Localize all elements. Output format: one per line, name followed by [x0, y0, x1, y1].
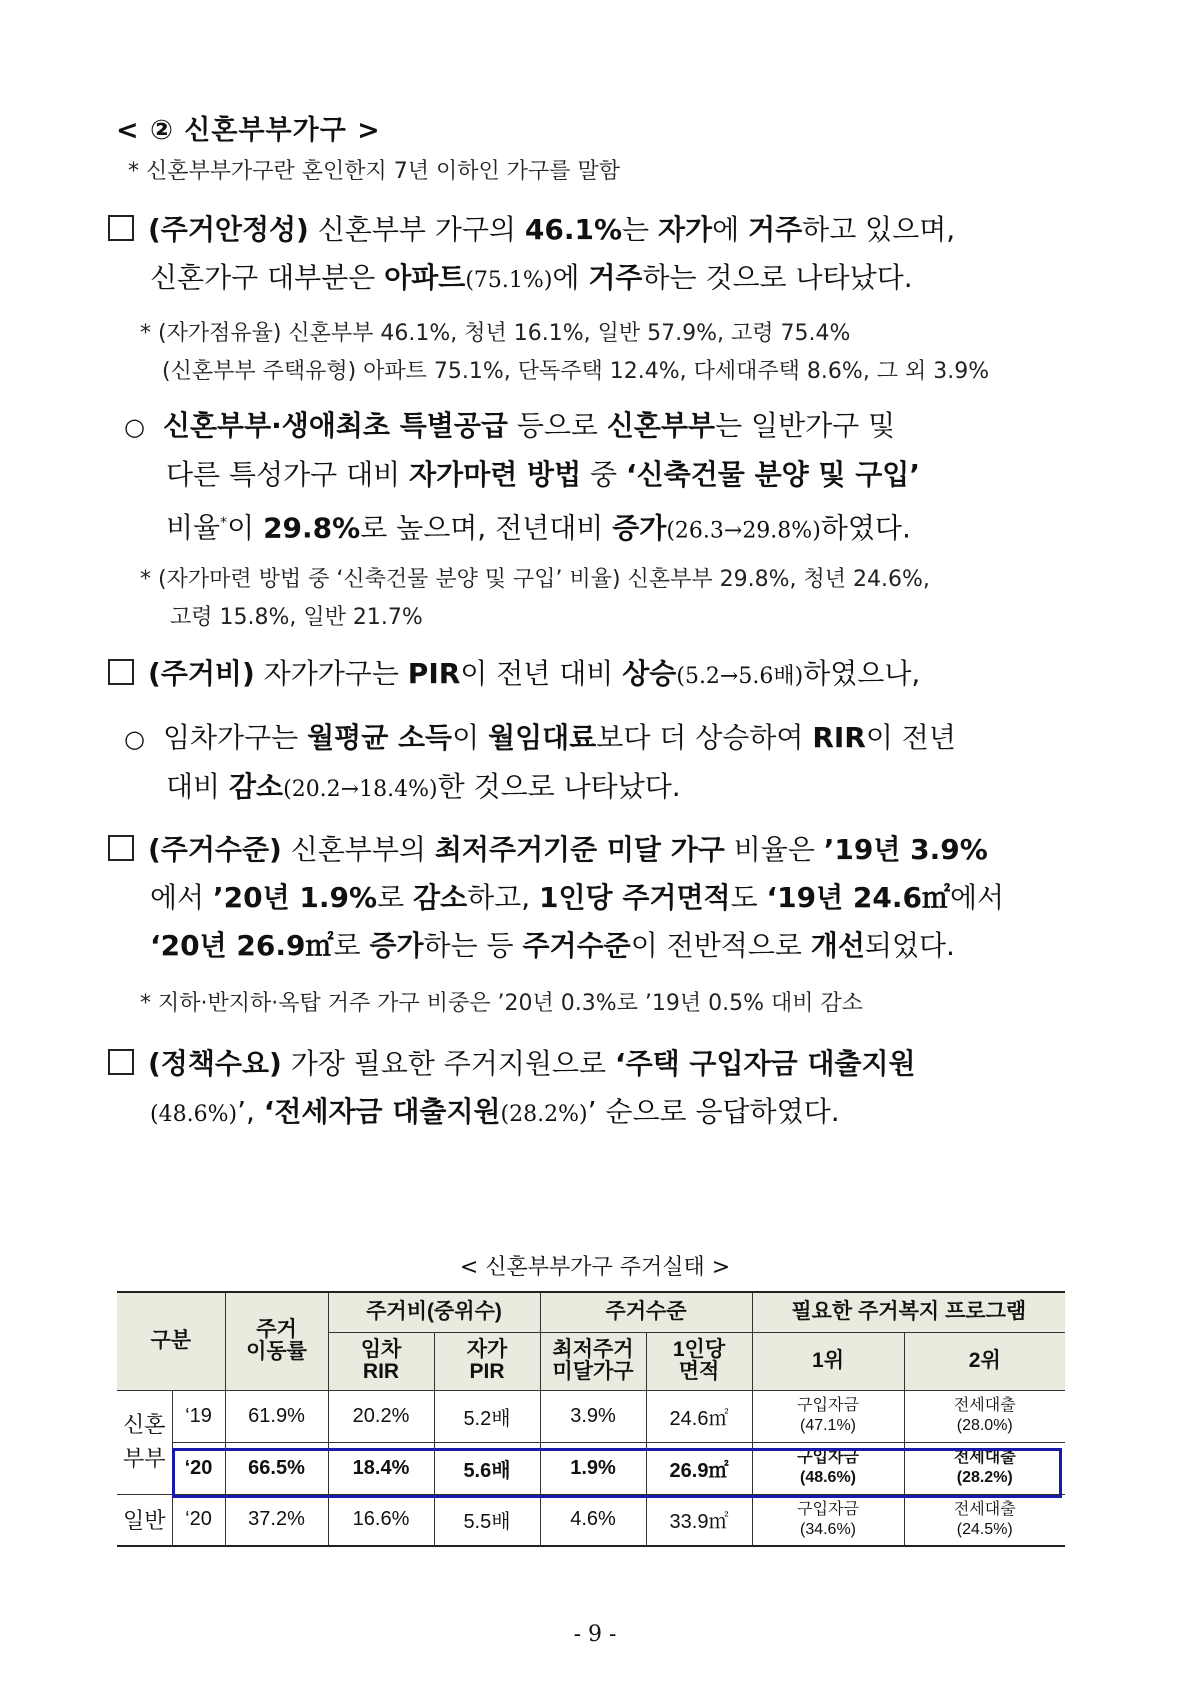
- header-min-standard: 최저주거 미달가구: [540, 1332, 646, 1390]
- cell-rank2: 전세대출 (24.5%): [904, 1494, 1065, 1546]
- page-number: - 9 -: [573, 1622, 617, 1647]
- square-bullet-icon: [108, 835, 134, 861]
- cell-area: 26.9㎡: [646, 1442, 752, 1494]
- paragraph-policy-demand: (정책수요) 가장 필요한 주거지원으로 ‘주택 구입자금 대출지원 (48.6%)’, ‘전세자금 대출지원(28.2%)’ 순으로 응답하였다.: [108, 1040, 916, 1139]
- housing-status-table: [117, 1291, 1065, 1547]
- cell-year: ‘19: [172, 1390, 225, 1442]
- definition-note: * 신혼부부가구란 혼인한지 7년 이하인 가구를 말함: [128, 159, 620, 184]
- cell-year: ‘20: [172, 1494, 225, 1546]
- table-row-highlighted: [117, 1442, 1065, 1494]
- cell-rank1: 구입자금 (34.6%): [752, 1494, 904, 1546]
- circle-bullet-icon: ○: [124, 413, 145, 441]
- cell-pir: 5.5배: [434, 1494, 540, 1546]
- header-move-rate: 주거 이동률: [225, 1292, 328, 1390]
- cell-min: 4.6%: [540, 1494, 646, 1546]
- table-caption: < 신혼부부가구 주거실태 >: [459, 1255, 731, 1280]
- note-acquisition: * (자가마련 방법 중 ‘신축건물 분양 및 구입’ 비율) 신혼부부 29.8%, 청년 24.6%,: [140, 567, 930, 592]
- square-bullet-icon: [108, 1049, 134, 1075]
- group-general: 일반: [117, 1494, 172, 1546]
- header-rank1: 1위: [752, 1332, 904, 1390]
- cell-rank1: 구입자금 (48.6%): [752, 1442, 904, 1494]
- cell-pir: 5.2배: [434, 1390, 540, 1442]
- cell-move: 61.9%: [225, 1390, 328, 1442]
- header-area: 1인당 면적: [646, 1332, 752, 1390]
- group-newlywed: 신혼 부부: [117, 1390, 172, 1494]
- circle-bullet-icon: ○: [124, 725, 145, 753]
- note-basement: * 지하·반지하·옥탑 거주 가구 비중은 ’20년 0.3%로 ’19년 0.5% 대비 감소: [140, 991, 863, 1016]
- paragraph-housing-level: (주거수준) 신혼부부의 최저주거기준 미달 가구 비율은 ’19년 3.9% 에서 ’20년 1.9%로 감소하고, 1인당 주거면적도 ‘19년 24.6㎡에서 ‘20년 26.9㎡로 증가하는 등 주거수준이 전반적으로 개선되었다.: [108, 826, 1004, 970]
- header-welfare-program: 필요한 주거복지 프로그램: [752, 1292, 1065, 1332]
- cell-rir: 18.4%: [328, 1442, 434, 1494]
- cell-min: 3.9%: [540, 1390, 646, 1442]
- paragraph-special-supply: ○ 신혼부부·생애최초 특별공급 등으로 신혼부부는 일반가구 및 다른 특성가구 대비 자가마련 방법 중 ‘신축건물 분양 및 구입’ 비율*이 29.8%로 높으며, 전년대비 증가(26.3→29.8%)하였다.: [124, 402, 920, 555]
- header-housing-level: 주거수준: [540, 1292, 752, 1332]
- cell-rank2: 전세대출 (28.0%): [904, 1390, 1065, 1442]
- note-acquisition-cont: 고령 15.8%, 일반 21.7%: [170, 605, 423, 630]
- square-bullet-icon: [108, 659, 134, 685]
- header-housing-cost: 주거비(중위수): [328, 1292, 540, 1332]
- table-row: [117, 1494, 1065, 1546]
- cell-move: 66.5%: [225, 1442, 328, 1494]
- header-rir: 임차 RIR: [328, 1332, 434, 1390]
- cell-area: 24.6㎡: [646, 1390, 752, 1442]
- cell-pir: 5.6배: [434, 1442, 540, 1494]
- cell-rank1: 구입자금 (47.1%): [752, 1390, 904, 1442]
- cell-rir: 16.6%: [328, 1494, 434, 1546]
- cell-rank2: 전세대출 (28.2%): [904, 1442, 1065, 1494]
- header-pir: 자가 PIR: [434, 1332, 540, 1390]
- square-bullet-icon: [108, 215, 134, 241]
- cell-move: 37.2%: [225, 1494, 328, 1546]
- note-housing-type: (신혼부부 주택유형) 아파트 75.1%, 단독주택 12.4%, 다세대주택 8.6%, 그 외 3.9%: [162, 359, 990, 384]
- paragraph-rent: ○ 임차가구는 월평균 소득이 월임대료보다 더 상승하여 RIR이 전년 대비 감소(20.2→18.4%)한 것으로 나타났다.: [124, 714, 956, 814]
- table-row: [117, 1390, 1065, 1442]
- cell-year: ‘20: [172, 1442, 225, 1494]
- paragraph-housing-stability: (주거안정성) 신혼부부 가구의 46.1%는 자가에 거주하고 있으며, 신혼가구 대부분은 아파트(75.1%)에 거주하는 것으로 나타났다.: [108, 206, 955, 305]
- cell-min: 1.9%: [540, 1442, 646, 1494]
- paragraph-housing-cost: (주거비) 자가가구는 PIR이 전년 대비 상승(5.2→5.6배)하였으나,: [108, 650, 920, 701]
- header-group: 구분: [117, 1292, 225, 1390]
- note-ownership: * (자가점유율) 신혼부부 46.1%, 청년 16.1%, 일반 57.9%, 고령 75.4%: [140, 321, 851, 346]
- cell-area: 33.9㎡: [646, 1494, 752, 1546]
- cell-rir: 20.2%: [328, 1390, 434, 1442]
- section-title: < ② 신혼부부가구 >: [116, 115, 381, 146]
- header-rank2: 2위: [904, 1332, 1065, 1390]
